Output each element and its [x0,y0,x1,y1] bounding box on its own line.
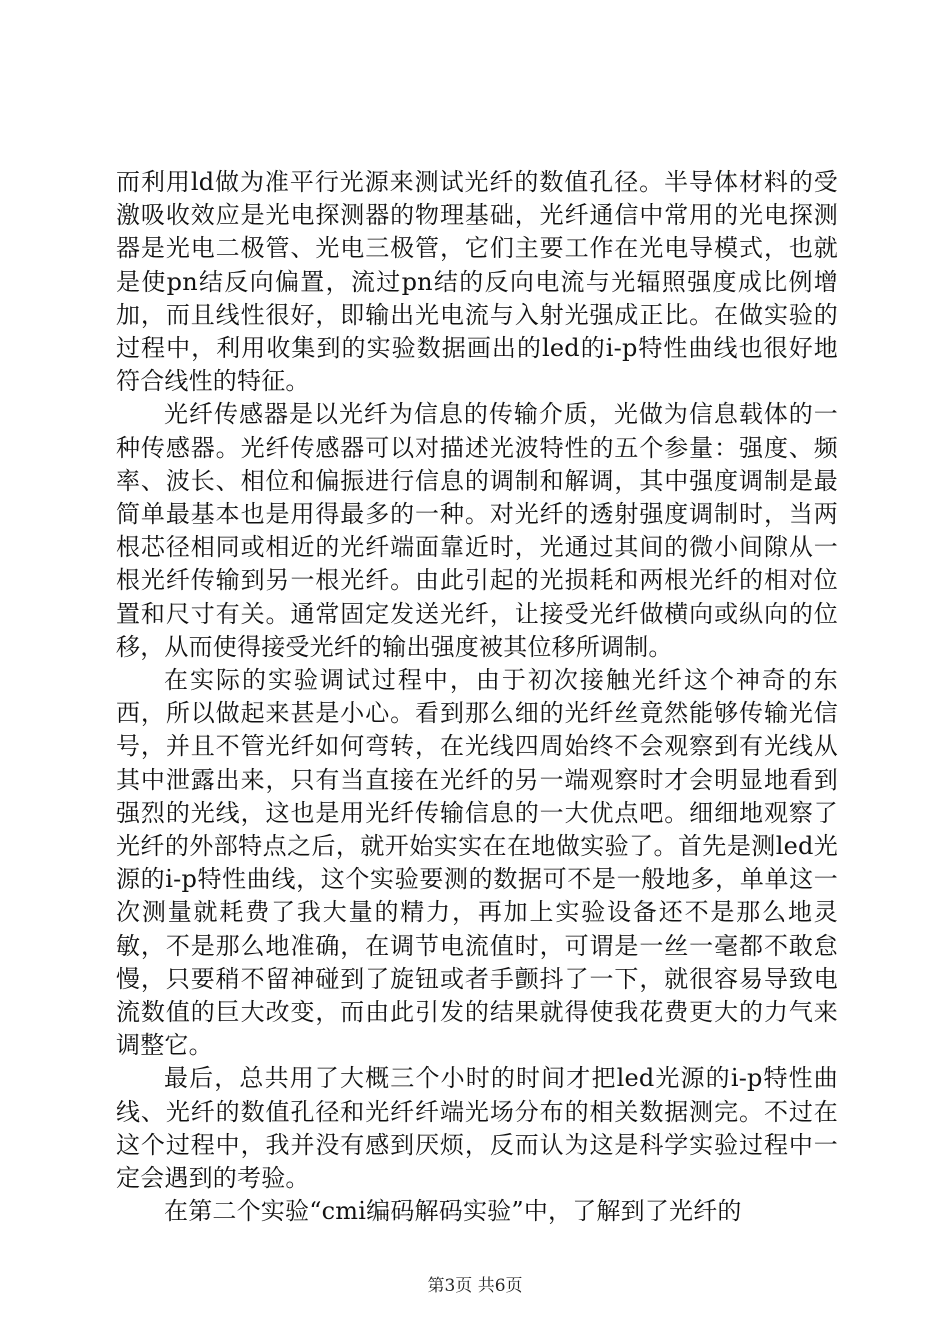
paragraph-5: 在第二个实验“cmi编码解码实验”中，了解到了光纤的 [164,1197,742,1226]
paragraph-3: 在实际的实验调试过程中，由于初次接触光纤这个神奇的东西，所以做起来甚是小心。看到那么细的光纤丝竟然能够传输光信号，并且不管光纤如何弯转，在光线四周始终不会观察到有光线从其中泄露出来，只有当直接在光纤的另一端观察时才会明显地看到强烈的光线，这也是用光纤传输信息的一大优点吧。细细地观察了光纤的外部特点之后，就开始实实在在地做实验了。首先是测led光源的i-p特性曲线，这个实验要测的数据可不是一般地多，单单这一次测量就耗费了我大量的精力，再加上实验设备还不是那么地灵敏，不是那么地准确，在调节电流值时，可谓是一丝一毫都不敢怠慢，只要稍不留神碰到了旋钮或者手颤抖了一下，就很容易导致电流数值的巨大改变，而由此引发的结果就得使我花费更大的力气来调整它。 [116,666,838,1060]
paragraph-1: 而利用ld做为准平行光源来测试光纤的数值孔径。半导体材料的受激吸收效应是光电探测器的物理基础，光纤通信中常用的光电探测器是光电二极管、光电三极管，它们主要工作在光电导模式，也就是使pn结反向偏置，流过pn结的反向电流与光辐照强度成比例增加，而且线性很好，即输出光电流与入射光强成正比。在做实验的过程中，利用收集到的实验数据画出的led的i-p特性曲线也很好地符合线性的特征。 [116,168,838,396]
page-number-footer: 第3页 共6页 [427,1276,523,1296]
document-body [116,166,838,1229]
paragraph-4: 最后，总共用了大概三个小时的时间才把led光源的i-p特性曲线、光纤的数值孔径和光纤纤端光场分布的相关数据测完。不过在这个过程中，我并没有感到厌烦，反而认为这是科学实验过程中一定会遇到的考验。 [116,1064,838,1193]
paragraph-2: 光纤传感器是以光纤为信息的传输介质，光做为信息载体的一种传感器。光纤传感器可以对描述光波特性的五个参量：强度、频率、波长、相位和偏振进行信息的调制和解调，其中强度调制是最简单最基本也是用得最多的一种。对光纤的透射强度调制时，当两根芯径相同或相近的光纤端面靠近时，光通过其间的微小间隙从一根光纤传输到另一根光纤。由此引起的光损耗和两根光纤的相对位置和尺寸有关。通常固定发送光纤，让接受光纤做横向或纵向的位移，从而使得接受光纤的输出强度被其位移所调制。 [116,400,838,661]
